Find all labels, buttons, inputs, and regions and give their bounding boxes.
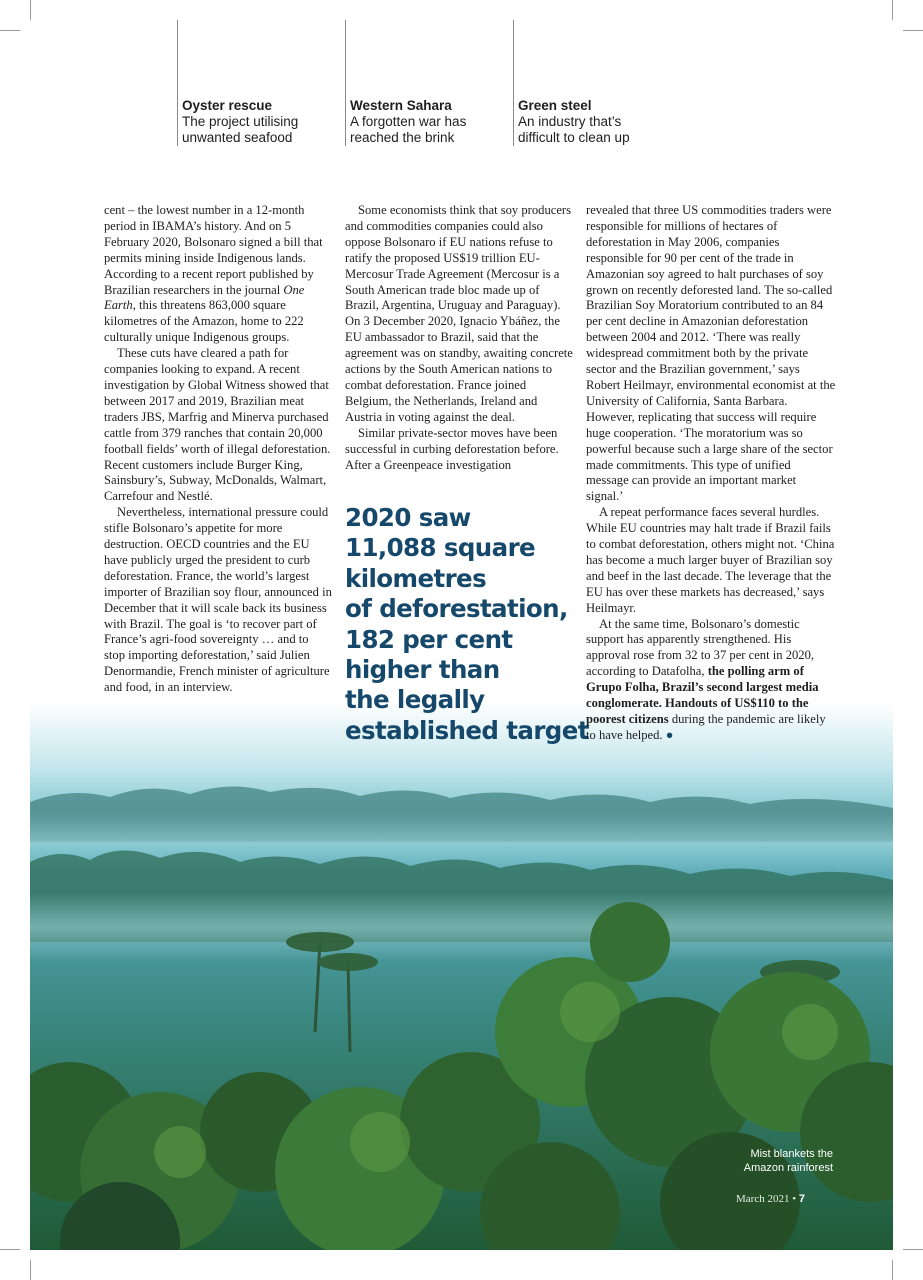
page-number: 7: [798, 1193, 805, 1205]
teaser-description: unwanted seafood: [182, 130, 293, 145]
paragraph: Nevertheless, international pressure could stifle Bolsonaro’s appetite for more destruction. OECD countries and the EU have publicly urged the president to curb deforestation. France, the world’s largest importer of Brazilian soy flour, announced in December that it will scale back its business with Brazil. The goal is ‘to recover part of France’s agri-food sovereignty … and to stop importing deforestation,’ said Julien Denormandie, French minister of agriculture and food, in an interview.: [104, 505, 332, 695]
crop-mark: [892, 0, 893, 20]
paragraph: [586, 617, 836, 744]
folio-month: March 2021: [736, 1193, 790, 1205]
pull-quote-line: the legally: [345, 685, 485, 715]
crop-mark: [892, 1260, 893, 1280]
crop-mark: [0, 1249, 20, 1250]
pull-quote-line: 2020 saw: [345, 503, 471, 532]
crop-mark: [903, 30, 923, 31]
pull-quote: [345, 503, 589, 746]
teaser-western-sahara[interactable]: [345, 20, 467, 146]
text: , this threatens 863,000 square kilometres of the Amazon, home to 222 culturally unique Indigenous groups.: [104, 298, 304, 345]
crop-mark: [30, 0, 31, 20]
paragraph: Some economists think that soy producers and commodities companies could also oppose Bolsonaro if EU nations refuse to ratify the proposed US$19 trillion EU-Mercosur Trade Agreement (Mercosur is a South American trade bloc made up of Brazil, Argentina, Uruguay and Paraguay). On 3 December 2020, Ignacio Ybáñez, the EU ambassador to Brazil, said that the agreement was on standby, awaiting concrete actions by the South American nations to combat deforestation. France joined Belgium, the Netherlands, Ireland and Austria in voting against the deal.: [345, 203, 573, 424]
pull-quote-line: of deforestation,: [345, 594, 568, 624]
end-mark-icon: ●: [665, 727, 674, 742]
pull-quote-line: higher than: [345, 655, 500, 685]
teaser-description: difficult to clean up: [518, 130, 630, 145]
pull-quote-line: 182 per cent: [345, 624, 513, 654]
photo-caption: [713, 1147, 833, 1175]
folio-separator: •: [789, 1193, 799, 1205]
text: during the pandemic are likely to have helped.: [586, 712, 826, 742]
paragraph: [104, 203, 332, 346]
pull-quote-line: established target: [345, 715, 589, 745]
journal-name: One Earth: [104, 282, 305, 313]
crop-mark: [903, 1249, 923, 1250]
teaser-green-steel[interactable]: [513, 20, 630, 146]
article-column-1: [104, 203, 332, 696]
crop-mark: [30, 1260, 31, 1280]
crop-mark: [0, 30, 20, 31]
article-column-2: [345, 203, 573, 473]
teaser-title: Western Sahara: [350, 98, 452, 113]
teaser-description: An industry that’s: [518, 114, 622, 129]
paragraph: revealed that three US commodities traders were responsible for millions of hectares of deforestation in May 2006, companies responsible for 90 per cent of the trade in Amazonian soy agreed to halt purchases of soy grown on recently deforested land. The so-called Brazilian Soy Moratorium contributed to an 84 per cent decline in Amazonian deforestation between 2004 and 2012. ‘There was really widespread commitment both by the private sector and the Brazilian government,’ says Robert Heilmayr, environmental economist at the University of California, Santa Barbara. However, replicating that success will require huge cooperation. ‘The moratorium was so powerful because such a large share of the sector made commitments. This type of unified message can provide an important market signal.’: [586, 203, 836, 504]
caption-line: Mist blankets the: [750, 1148, 833, 1160]
caption-line: Amazon rainforest: [743, 1162, 833, 1174]
article-column-3: [586, 203, 836, 744]
teaser-description: reached the brink: [350, 130, 455, 145]
teaser-title: Oyster rescue: [182, 98, 273, 113]
bold-text: the polling arm of Grupo Folha, Brazil’s second largest media conglomerate. Handouts of US$110 to the poorest citizens: [586, 664, 819, 726]
teaser-title: Green steel: [518, 98, 592, 113]
paragraph: These cuts have cleared a path for companies looking to expand. A recent investigation by Global Witness showed that between 2017 and 2019, Brazilian meat traders JBS, Marfrig and Minerva purchased cattle from 379 ranches that contain 20,000 football fields’ worth of illegal deforestation. Recent customers include Burger King, Sainsbury’s, Subway, McDonalds, Walmart, Carrefour and Nestlé.: [104, 346, 331, 504]
paragraph: Similar private-sector moves have been successful in curbing deforestation before. After a Greenpeace investigation: [345, 425, 559, 472]
teaser-oyster-rescue[interactable]: [177, 20, 299, 146]
teaser-description: A forgotten war has: [350, 114, 467, 129]
paragraph: A repeat performance faces several hurdles. While EU countries may halt trade if Brazil fails to combat deforestation, others might not. ‘China has become a much larger buyer of Brazilian soy and beef in the last decade. The leverage that the EU has over these markets has decreased,’ says Heilmayr.: [586, 505, 835, 615]
teaser-description: The project utilising: [182, 114, 299, 129]
pull-quote-line: 11,088 square: [345, 533, 536, 563]
page-folio: [736, 1193, 805, 1205]
text: cent – the lowest number in a 12-month period in IBAMA’s history. And on 5 February 2020, Bolsonaro signed a bill that permits mining inside Indigenous lands. According to a recent report published by Brazilian researchers in the journal: [104, 203, 323, 297]
pull-quote-line: kilometres: [345, 563, 487, 593]
text: At the same time, Bolsonaro’s domestic support has apparently strengthened. His approval rose from 32 to 37 per cent in 2020, according to Datafolha,: [586, 616, 815, 679]
